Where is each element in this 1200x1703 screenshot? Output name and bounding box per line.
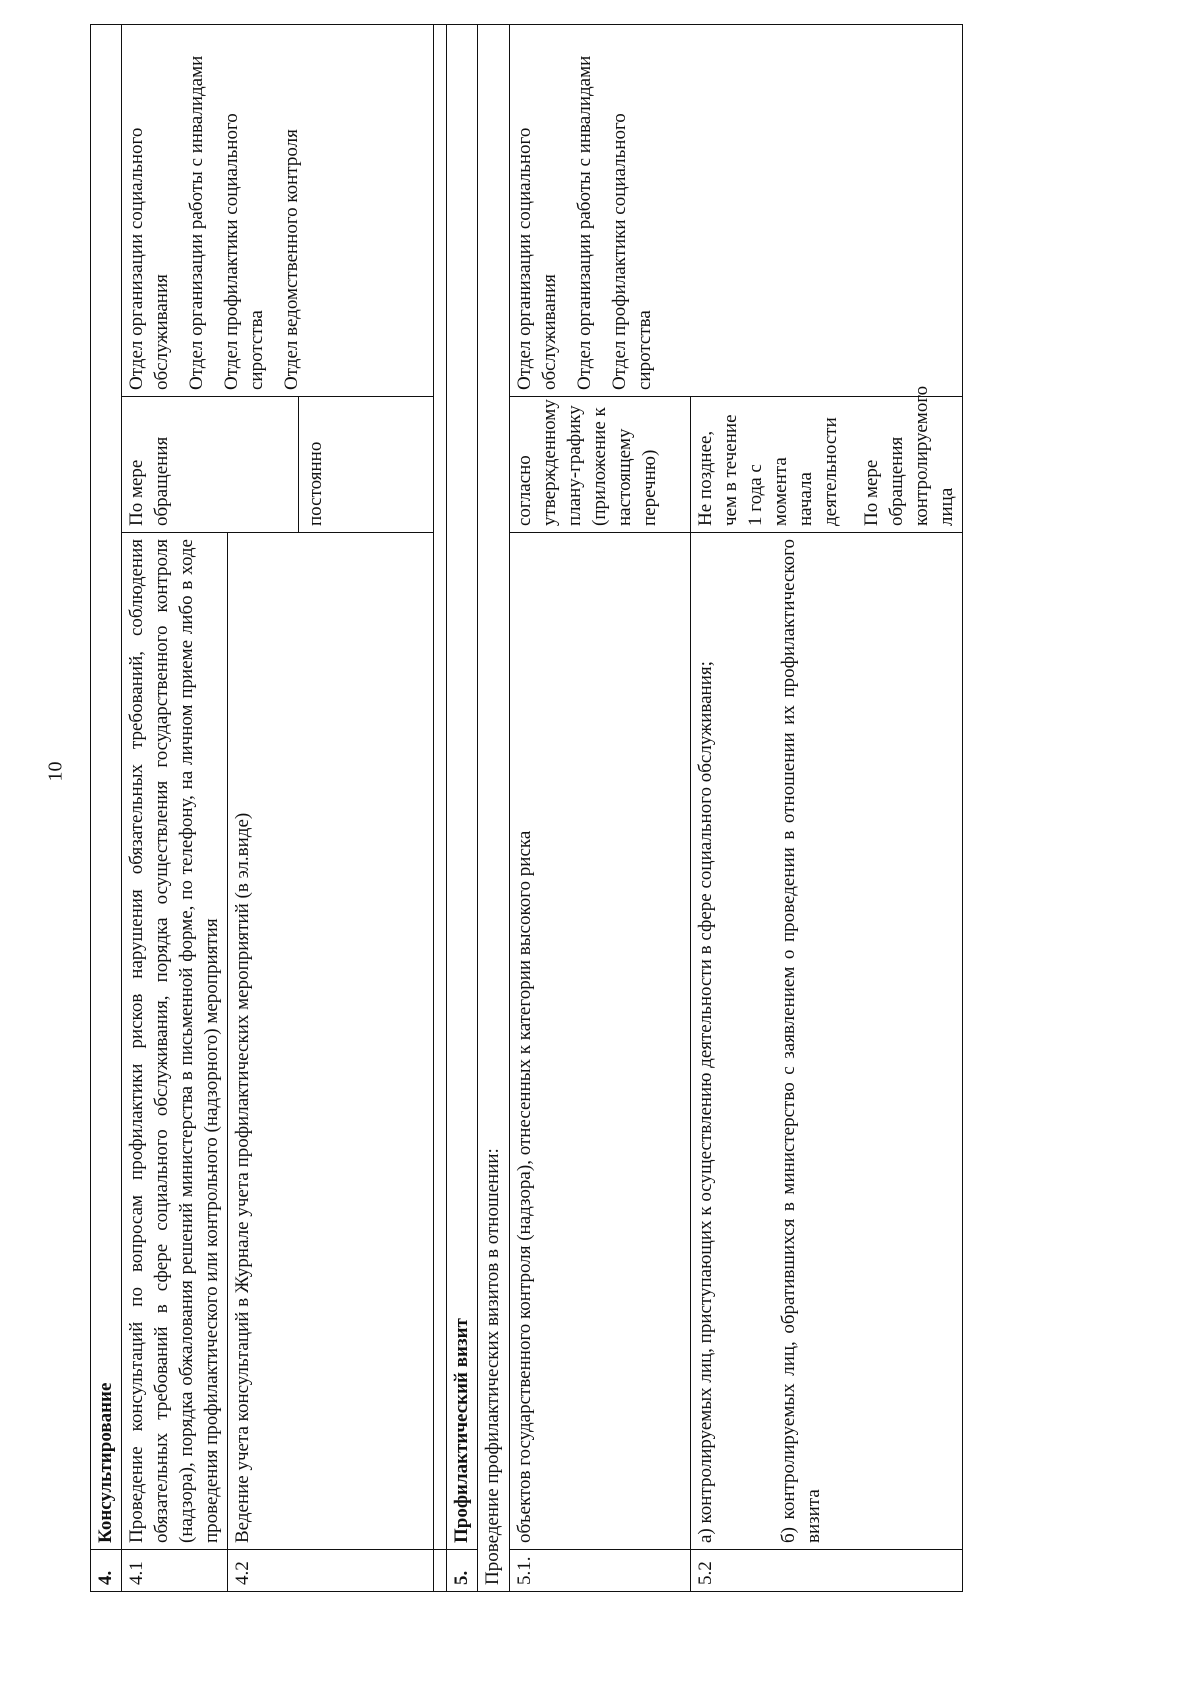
department-name: Отдел профилактики социального сиротства xyxy=(608,113,655,390)
row-description-b: б) контролируемых лиц, обратившихся в министерство с заявлением о проведении в отношении их профилактического визита xyxy=(777,539,824,1543)
rotated-table-wrapper xyxy=(90,25,1105,1592)
row-number: 4.1 xyxy=(122,1550,228,1592)
row-term xyxy=(690,385,963,533)
section-title: Профилактический визит xyxy=(447,25,478,1550)
department-name: Отдел профилактики социального сиротства xyxy=(221,113,268,390)
row-departments xyxy=(122,25,434,397)
gap-cell xyxy=(434,1550,447,1592)
row-term-a: Не позднее, чем в течение 1 года с момента начала деятельности xyxy=(694,414,841,526)
department-name: Отдел организации работы с инвалидами xyxy=(186,55,208,390)
row-description-text: Ведение учета консультаций в Журнале учета профилактических мероприятий (в эл.виде) xyxy=(232,812,254,1543)
section-number: 4. xyxy=(91,1550,122,1592)
section-subtitle: Проведение профилактических визитов в отношении: xyxy=(478,25,509,1592)
department-name: Отдел организации социального обслуживания xyxy=(513,127,560,390)
row-description-a: а) контролируемых лиц, приступающих к осуществлению деятельности в сфере социального обслуживания; xyxy=(694,661,716,1543)
department-name: Отдел организации работы с инвалидами xyxy=(573,55,595,390)
department-name: Отдел ведомственного контроля xyxy=(281,129,303,390)
row-term xyxy=(122,397,434,533)
prevention-measures-table xyxy=(90,24,963,1592)
section-gap-row xyxy=(434,25,447,1592)
section-number: 5. xyxy=(447,1550,478,1592)
row-description: Проведение консультаций по вопросам профилактики рисков нарушения обязательных требований, соблюдения обязательных требований в сфере социального обслуживания, порядка осуществления государственного контроля (надзора), порядка обжалования решений министерства в письменной форме, по телефону, на личном приеме либо в ходе проведения профилактического или контрольного (надзорного) мероприятия xyxy=(122,533,228,1550)
row-description: объектов государственного контроля (надзора), отнесенных к категории высокого риска xyxy=(509,533,690,1550)
row-term-4-2: постоянно xyxy=(305,441,327,526)
row-departments xyxy=(509,25,963,397)
section-title: Консультирование xyxy=(91,25,122,1550)
row-term-4-1: По мере обращения xyxy=(126,436,173,526)
row-number: 5.1. xyxy=(509,1550,690,1592)
description-spacer xyxy=(718,539,776,1543)
section-header-row xyxy=(447,25,478,1592)
department-name: Отдел организации социального обслуживания xyxy=(126,127,173,390)
row-term: согласно утвержденному плану-графику (приложение к настоящему перечню) xyxy=(509,397,690,533)
page-number: 10 xyxy=(44,761,67,782)
row-description xyxy=(690,533,963,1550)
row-number: 5.2 xyxy=(690,1550,963,1592)
table-row xyxy=(122,25,228,1592)
row-number: 4.2 xyxy=(228,1550,434,1592)
section-subtitle-row xyxy=(478,25,509,1592)
table-row xyxy=(509,25,690,1592)
row-term-b: По мере обращения контролируемого лица xyxy=(861,385,958,526)
row-description xyxy=(228,533,434,1550)
section-header-row xyxy=(91,25,122,1592)
gap-cell xyxy=(434,25,447,1550)
term-separator xyxy=(298,397,299,532)
